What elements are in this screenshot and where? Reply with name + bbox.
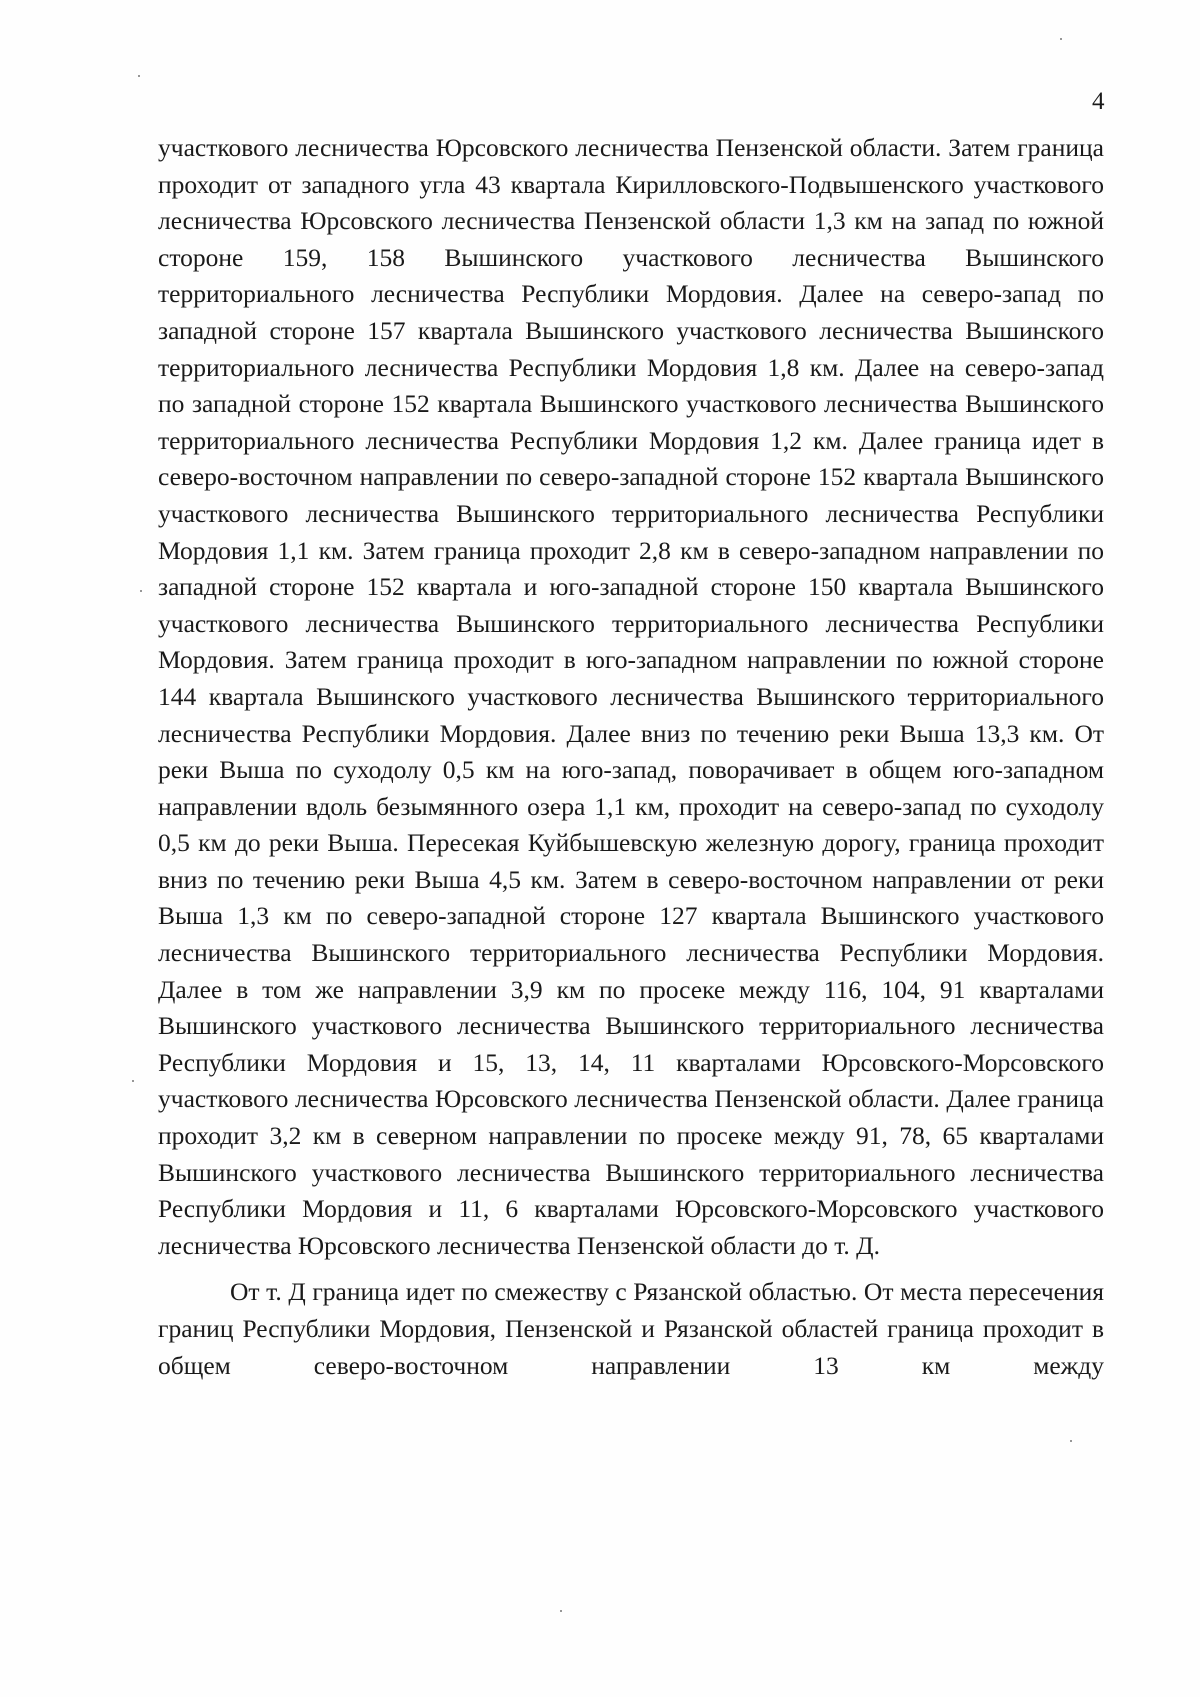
scan-speck (1060, 38, 1062, 40)
scan-speck (132, 1080, 134, 1082)
scan-speck (138, 75, 140, 77)
scan-speck (560, 1610, 562, 1612)
paragraph-boundary-description: участкового лесничества Юрсовского лесничества Пензенской области. Затем граница проходит от западного угла 43 квартала Кирилловского-Подвышенского участкового лесничества Юрсовского лесничества Пензенской области 1,3 км на запад по южной стороне 159, 158 Вышинского участкового лесничества Вышинского территориального лесничества Республики Мордовия. Далее на северо-запад по западной стороне 157 квартала Вышинского участкового лесничества Вышинского территориального лесничества Республики Мордовия 1,8 км. Далее на северо-запад по западной стороне 152 квартала Вышинского участкового лесничества Вышинского территориального лесничества Республики Мордовия 1,2 км. Далее граница идет в северо-восточном направлении по северо-западной стороне 152 квартала Вышинского участкового лесничества Вышинского территориального лесничества Республики Мордовия 1,1 км. Затем граница проходит 2,8 км в северо-западном направлении по западной стороне 152 квартала и юго-западной стороне 150 квартала Вышинского участкового лесничества Вышинского территориального лесничества Республики Мордовия. Затем граница проходит в юго-западном направлении по южной стороне 144 квартала Вышинского участкового лесничества Вышинского территориального лесничества Республики Мордовия. Далее вниз по течению реки Выша 13,3 км. От реки Выша по суходолу 0,5 км на юго-запад, поворачивает в общем юго-западном направлении вдоль безымянного озера 1,1 км, проходит на северо-запад по суходолу 0,5 км до реки Выша. Пересекая Куйбышевскую железную дорогу, граница проходит вниз по течению реки Выша 4,5 км. Затем в северо-восточном направлении от реки Выша 1,3 км по северо-западной стороне 127 квартала Вышинского участкового лесничества Вышинского территориального лесничества Республики Мордовия. Далее в том же направлении 3,9 км по просеке между 116, 104, 91 кварталами Вышинского участкового лесничества Вышинского территориального лесничества Республики Мордовия и 15, 13, 14, 11 кварталами Юрсовского-Морсовского участкового лесничества Юрсовского лесничества Пензенской области. Далее граница проходит 3,2 км в северном направлении по просеке между 91, 78, 65 кварталами Вышинского участкового лесничества Вышинского территориального лесничества Республики Мордовия и 11, 6 кварталами Юрсовского-Морсовского участкового лесничества Юрсовского лесничества Пензенской области до т. Д. (158, 133, 1104, 1260)
document-body (158, 130, 1104, 1384)
scan-speck (140, 590, 142, 592)
page-number: 4 (1092, 88, 1105, 115)
paragraph-ryazan-border: От т. Д граница идет по смежеству с Рязанской областью. От места пересечения границ Республики Мордовия, Пензенской и Рязанской областей граница проходит в общем северо-восточном направлении 13 км между (158, 1277, 1104, 1380)
scan-speck (1070, 1440, 1072, 1442)
